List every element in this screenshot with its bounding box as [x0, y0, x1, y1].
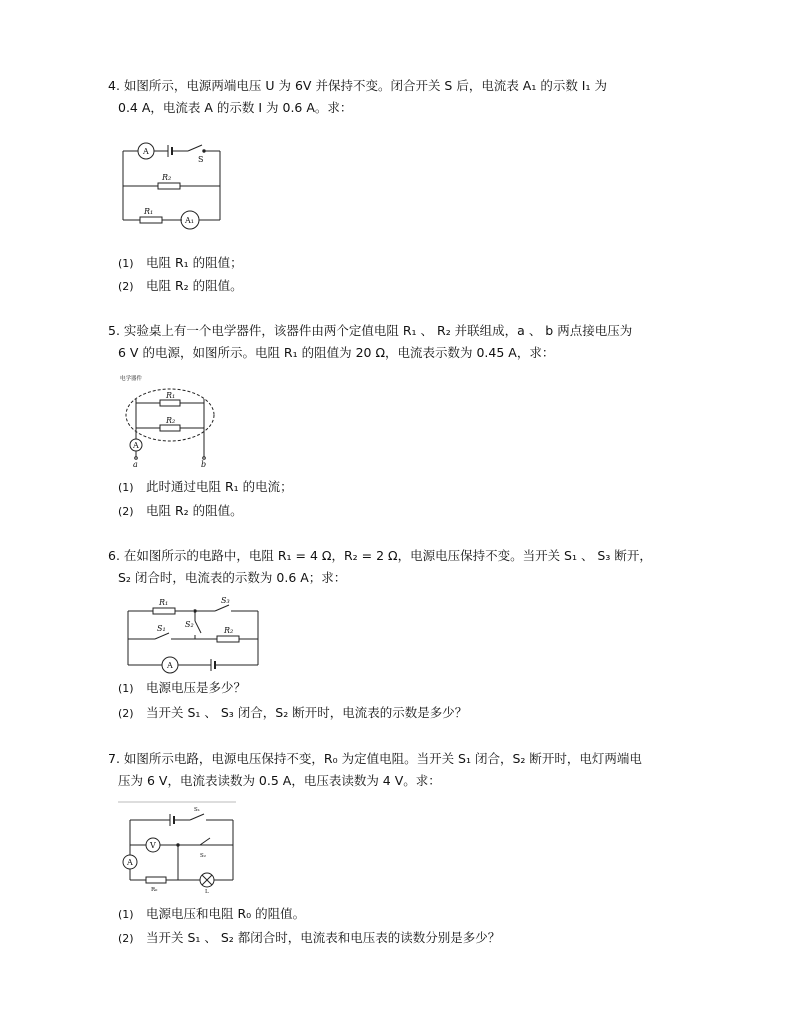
- q5-device-label: 电学器件: [120, 376, 143, 382]
- q5-sub-2-number: (2): [118, 505, 134, 518]
- q6-stem-line2: S₂ 闭合时，电流表的示数为 0.6 A；求：: [118, 570, 347, 585]
- q5-terminal-a-label: a: [133, 460, 138, 469]
- q7-sub-2-number: (2): [118, 932, 134, 945]
- q4-sub-2: [118, 277, 243, 296]
- q5-resistor-r2: [160, 425, 180, 431]
- q5-terminal-a: [135, 457, 138, 460]
- q7-r0-label: R₀: [151, 887, 158, 893]
- q6-r1-label: R₁: [159, 598, 169, 607]
- q6-sub-2-number: (2): [118, 707, 134, 720]
- q4-resistor-r2: [158, 183, 180, 189]
- q5-sub-2-text: 电阻 R₂ 的阻值。: [146, 503, 243, 518]
- q5-sub-1: [118, 478, 293, 497]
- q7-sub-1: [118, 905, 305, 924]
- q6-resistor-r2: [217, 636, 239, 642]
- q6-r2-label: R₂: [224, 626, 234, 635]
- q4-sub-2-number: (2): [118, 280, 134, 293]
- q6-sub-1-number: (1): [118, 682, 134, 695]
- q7-stem-line2: 压为 6 V，电流表读数为 0.5 A，电压表读数为 4 V。求：: [118, 773, 441, 788]
- q7-switch-s2: [200, 838, 210, 845]
- q5-sub-2: [118, 502, 243, 521]
- q5-r1-label: R₁: [166, 391, 176, 400]
- q7-circuit-diagram: [118, 800, 248, 895]
- q7-sub-1-number: (1): [118, 908, 134, 921]
- q6-circuit-diagram: [125, 595, 265, 675]
- q5-stem-line1: 5. 实验桌上有一个电学器件，该器件由两个定值电阻 R₁ 、 R₂ 并联组成，a 、 b 两点接电压为: [108, 323, 633, 338]
- q5-terminal-b-label: b: [201, 460, 207, 469]
- q4-r1-label: R₁: [144, 207, 154, 216]
- q7-sub-1-text: 电源电压和电阻 R₀ 的阻值。: [146, 906, 306, 921]
- q5-stem-line2: 6 V 的电源，如图所示。电阻 R₁ 的阻值为 20 Ω，电流表示数为 0.45 A，求：: [118, 345, 555, 360]
- q5-r2-label: R₂: [166, 416, 176, 425]
- q6-switch-s3: [215, 605, 229, 611]
- q5-terminal-b: [203, 457, 206, 460]
- q6-switch-s1: [155, 633, 169, 639]
- q4-sub-1: [118, 254, 243, 273]
- q7-sub-2: [118, 929, 500, 948]
- question-4: [108, 75, 708, 119]
- q5-ammeter-label: A: [133, 441, 139, 450]
- question-6: [108, 545, 708, 589]
- q7-stem-line1: 7. 如图所示电路，电源电压保持不变，R₀ 为定值电阻。当开关 S₁ 闭合，S₂ 断开时，电灯两端电: [108, 751, 642, 766]
- q4-sub-1-number: (1): [118, 257, 134, 270]
- q7-voltmeter-label: V: [150, 841, 156, 850]
- q6-sub-2: [118, 704, 467, 723]
- q6-sub-1-text: 电源电压是多少？: [146, 680, 247, 695]
- question-5: [108, 320, 708, 364]
- q4-circuit-diagram: [118, 135, 228, 230]
- q7-switch-s1: [190, 814, 204, 820]
- q4-r2-label: R₂: [162, 173, 172, 182]
- q4-ammeter-label: A: [143, 147, 149, 156]
- q5-circuit-diagram: [118, 373, 218, 468]
- q4-sub-2-text: 电阻 R₂ 的阻值。: [146, 278, 243, 293]
- q6-s3-label: S₃: [221, 596, 230, 605]
- q7-lamp-label: L: [205, 889, 209, 895]
- q4-sub-1-text: 电阻 R₁ 的阻值；: [146, 255, 243, 270]
- q7-s2-label: S₂: [200, 853, 206, 859]
- q6-stem-line1: 6. 在如图所示的电路中，电阻 R₁ = 4 Ω，R₂ = 2 Ω，电源电压保持不变。当开关 S₁ 、 S₃ 断开，: [108, 548, 652, 563]
- q4-switch: [188, 145, 202, 151]
- q6-switch-s2: [195, 621, 201, 633]
- q5-resistor-r1: [160, 400, 180, 406]
- q7-s1-label: S₁: [194, 807, 200, 813]
- q6-sub-1: [118, 679, 246, 698]
- q4-stem-line2: 0.4 A，电流表 A 的示数 I 为 0.6 A。求：: [118, 100, 353, 115]
- q6-s1-label: S₁: [157, 624, 166, 633]
- q4-switch-label: S: [198, 155, 204, 164]
- q6-sub-2-text: 当开关 S₁ 、 S₃ 闭合，S₂ 断开时，电流表的示数是多少？: [146, 705, 468, 720]
- q5-sub-1-text: 此时通过电阻 R₁ 的电流；: [146, 479, 293, 494]
- q7-ammeter-label: A: [127, 858, 133, 867]
- q6-resistor-r1: [153, 608, 175, 614]
- q6-ammeter-label: A: [167, 661, 173, 670]
- question-7: [108, 748, 708, 792]
- q5-sub-1-number: (1): [118, 481, 134, 494]
- q4-ammeter-a1-label: A₁: [185, 216, 194, 225]
- q7-resistor-r0: [146, 877, 166, 883]
- q4-stem-line1: 4. 如图所示，电源两端电压 U 为 6V 并保持不变。闭合开关 S 后，电流表 A₁ 的示数 I₁ 为: [108, 78, 607, 93]
- q7-sub-2-text: 当开关 S₁ 、 S₂ 都闭合时，电流表和电压表的读数分别是多少？: [146, 930, 501, 945]
- q4-resistor-r1: [140, 217, 162, 223]
- q6-s2-label: S₂: [185, 620, 194, 629]
